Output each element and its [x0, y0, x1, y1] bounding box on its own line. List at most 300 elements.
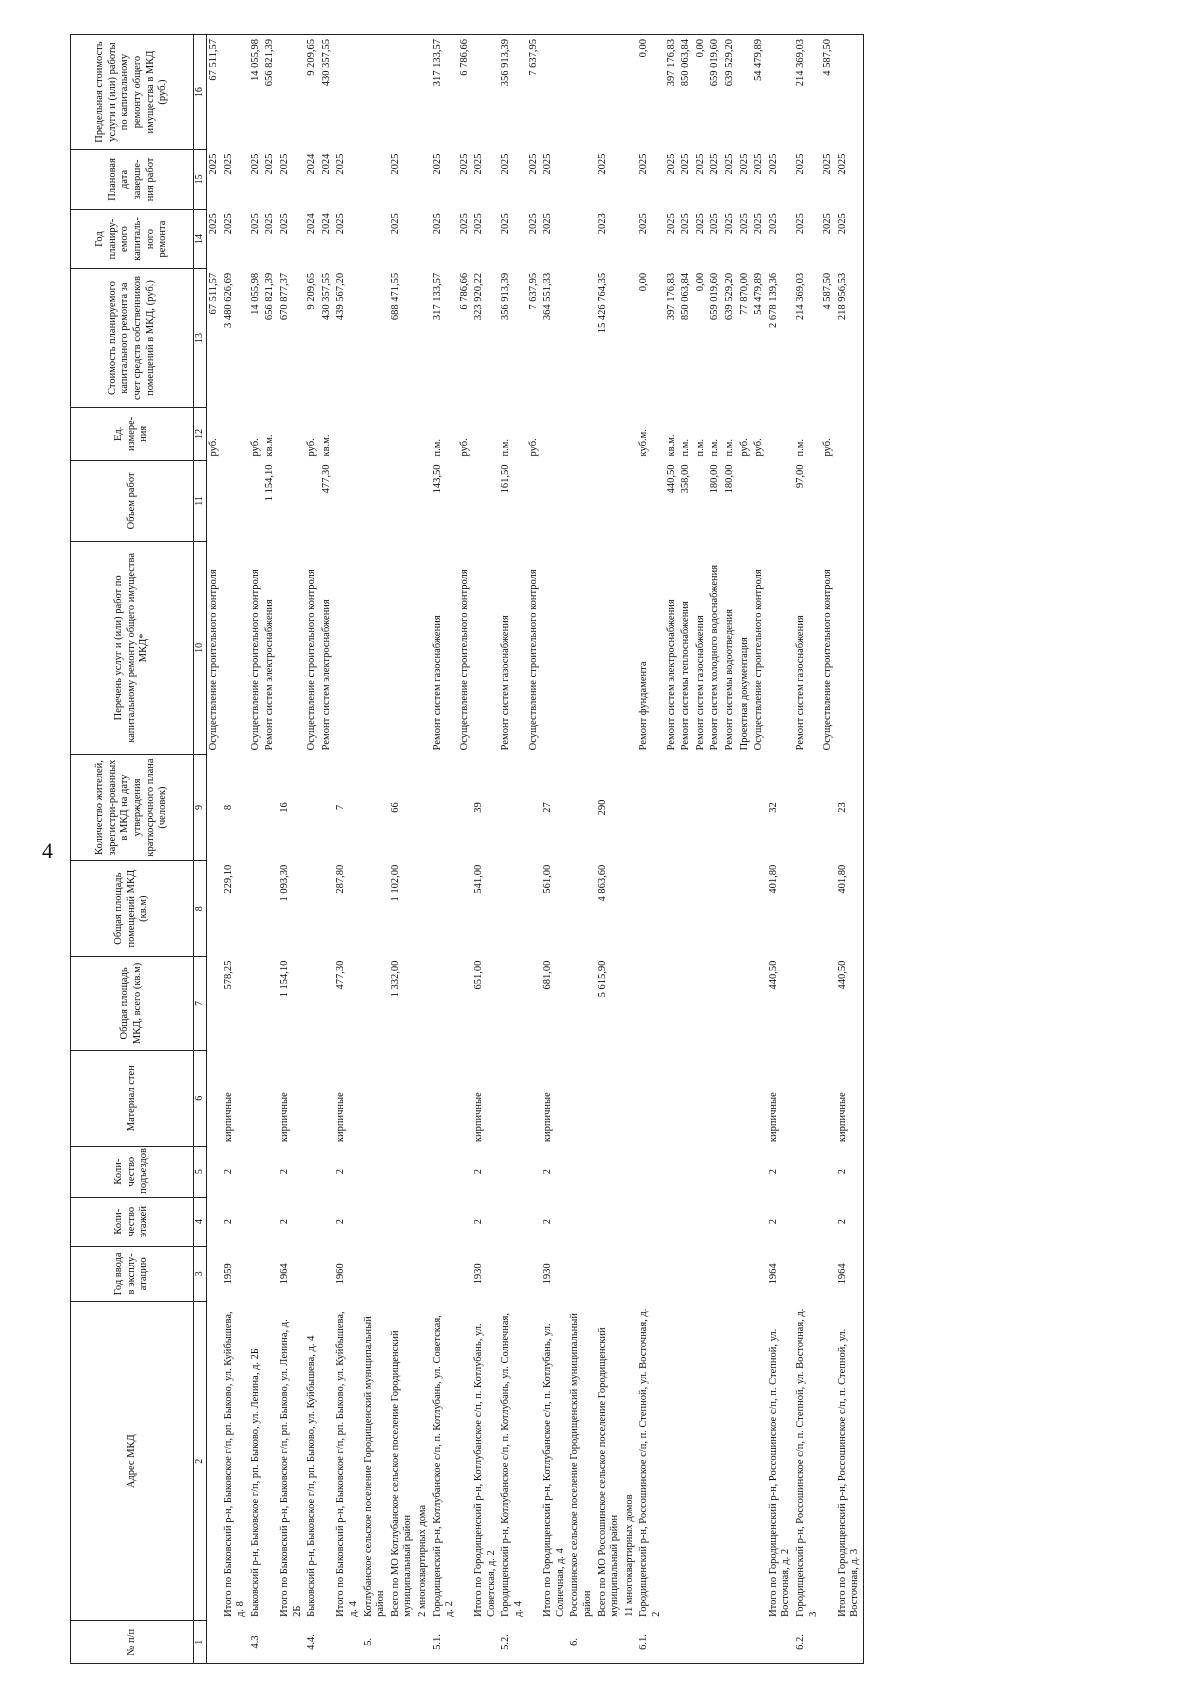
table-cell — [416, 1246, 431, 1301]
table-cell: 2024 — [320, 213, 332, 235]
table-cell: 2 678 139,36 — [767, 272, 779, 328]
table-cell: 2024 — [306, 213, 318, 235]
table-row — [334, 35, 361, 1664]
table-cell — [207, 1146, 222, 1197]
table-cell — [416, 1197, 431, 1246]
table-cell — [458, 1621, 473, 1664]
table-cell — [738, 754, 753, 860]
table-cell — [362, 460, 389, 541]
table-cell: Городищенский р-н, Котлубанское с/п, п. Котлубань, ул. Солнечная, д. 4 — [500, 1313, 525, 1617]
table-cell — [320, 1246, 335, 1301]
table-cell: 2 — [836, 1197, 864, 1246]
column-header-7: Общая площадь МКД, всего (кв.м) — [71, 957, 194, 1051]
column-number-5: 5 — [194, 1146, 207, 1197]
rotated-table-container — [70, 34, 1170, 1664]
table-cell: 77 870,00 — [738, 272, 750, 315]
table-cell — [389, 407, 416, 460]
table-cell: 2025 — [638, 153, 650, 175]
table-cell — [320, 861, 335, 957]
table-cell: 11 многоквартирных домов — [623, 1494, 635, 1617]
table-cell: 2025 — [753, 213, 765, 235]
table-row — [596, 35, 623, 1664]
table-cell: 2025 — [680, 153, 692, 175]
table-cell: 2 — [473, 1219, 485, 1225]
table-cell — [263, 1621, 278, 1664]
table-cell: кв.м. — [665, 434, 677, 457]
table-cell — [499, 861, 526, 957]
table-cell — [320, 1146, 335, 1197]
table-cell: 2025 — [665, 153, 677, 175]
column-number-2: 2 — [194, 1302, 207, 1621]
table-cell — [596, 1050, 623, 1146]
table-cell: 2025 — [836, 150, 864, 210]
table-cell — [334, 35, 361, 150]
table-cell — [305, 754, 320, 860]
table-cell — [541, 541, 568, 754]
table-cell — [222, 460, 249, 541]
table-cell — [389, 1146, 416, 1197]
table-cell — [665, 1621, 680, 1664]
table-cell: 2025 — [822, 213, 834, 235]
table-cell: 2 — [278, 1169, 290, 1175]
column-number-12: 12 — [194, 407, 207, 460]
table-cell: п.м. — [500, 438, 512, 457]
column-header-5: Коли-чество подъездов — [71, 1146, 194, 1197]
table-cell — [694, 1197, 709, 1246]
table-cell: 2025 — [208, 153, 219, 175]
table-cell — [527, 1197, 542, 1246]
table-cell: 2025 — [542, 153, 554, 175]
table-cell — [623, 269, 638, 407]
table-cell: 229,10 — [222, 864, 234, 894]
table-cell — [596, 1146, 623, 1197]
table-cell — [596, 1246, 623, 1301]
table-cell — [623, 407, 638, 460]
table-cell: 2025 — [264, 153, 276, 175]
table-cell: 15 426 764,35 — [596, 272, 608, 334]
table-cell — [362, 861, 389, 957]
table-cell: 6.1. — [637, 1621, 664, 1664]
table-cell: 323 920,22 — [473, 272, 485, 321]
table-cell: 2 — [836, 1146, 864, 1197]
table-cell — [527, 861, 542, 957]
table-cell: руб. — [738, 438, 750, 457]
table-cell — [207, 1302, 222, 1621]
table-cell: п.м. — [794, 438, 806, 457]
table-cell — [821, 1302, 836, 1621]
table-cell — [320, 1197, 335, 1246]
table-cell — [821, 861, 836, 957]
table-cell: 2025 — [694, 213, 706, 235]
table-cell — [334, 407, 361, 460]
column-number-3: 3 — [194, 1246, 207, 1301]
table-cell — [499, 754, 526, 860]
table-cell: п.м. — [694, 438, 706, 457]
table-cell: 2 — [335, 1219, 347, 1225]
table-cell: п.м. — [723, 438, 735, 457]
table-cell: Ремонт систем холодного водоснабжения — [709, 564, 721, 751]
table-cell: 218 956,53 — [836, 269, 864, 407]
table-cell: 440,50 — [665, 464, 677, 494]
table-cell: куб.м. — [638, 429, 650, 457]
table-row — [305, 35, 320, 1664]
table-cell — [222, 407, 249, 460]
table-row — [665, 35, 680, 1664]
table-cell — [679, 754, 694, 860]
table-cell — [472, 541, 499, 754]
table-cell: 97,00 — [794, 464, 806, 489]
table-cell — [263, 1197, 278, 1246]
table-cell — [752, 957, 767, 1051]
table-cell — [738, 1621, 753, 1664]
table-cell — [389, 1246, 416, 1301]
table-cell — [708, 754, 723, 860]
table-cell — [568, 460, 595, 541]
table-cell — [431, 754, 458, 860]
table-cell: 2025 — [473, 213, 485, 235]
table-cell — [568, 1146, 595, 1197]
table-cell: п.м. — [431, 438, 443, 457]
table-cell — [623, 754, 638, 860]
table-cell — [767, 1621, 794, 1664]
table-cell — [207, 1197, 222, 1246]
table-cell: 2025 — [431, 213, 443, 235]
page-number: 4 — [42, 838, 53, 863]
table-cell: 430 357,55 — [320, 35, 335, 150]
table-cell: 2025 — [680, 213, 692, 235]
column-header-6: Материал стен — [71, 1050, 194, 1146]
table-row — [821, 35, 836, 1664]
table-cell: 440,50 — [836, 957, 864, 1051]
column-header-16: Предельная стоимость услуги и (или) работы по капитальному ремонту общего имущества в МКД (руб.) — [71, 35, 194, 150]
table-cell: 180,00 — [723, 464, 735, 494]
table-cell — [389, 1197, 416, 1246]
table-cell — [416, 1621, 431, 1664]
table-cell: 27 — [542, 802, 554, 813]
table-cell — [362, 209, 389, 269]
table-cell — [679, 1621, 694, 1664]
table-cell: 2025 — [527, 213, 539, 235]
column-number-9: 9 — [194, 754, 207, 860]
table-cell: Ремонт систем электроснабжения — [320, 599, 332, 751]
table-row — [207, 35, 222, 1664]
table-cell — [794, 754, 821, 860]
table-cell — [389, 1621, 416, 1664]
table-cell: 2025 — [249, 213, 261, 235]
table-cell — [836, 35, 864, 150]
table-cell: 397 176,83 — [665, 35, 680, 150]
table-cell: 0,00 — [637, 35, 664, 150]
table-cell — [738, 1050, 753, 1146]
table-cell: 2025 — [458, 153, 470, 175]
table-cell — [665, 1146, 680, 1197]
table-cell: 1 102,00 — [389, 864, 401, 902]
table-cell: 214 369,03 — [794, 272, 806, 321]
table-cell: Городищенский р-н, Россошинское с/п, п. Степной, ул. Восточная, д. 3 — [794, 1308, 819, 1617]
table-cell — [362, 1050, 389, 1146]
table-cell — [249, 1050, 264, 1146]
table-row — [679, 35, 694, 1664]
table-cell — [723, 1246, 738, 1301]
table-cell — [249, 460, 264, 541]
table-cell: 401,80 — [836, 861, 864, 957]
table-cell — [416, 957, 431, 1051]
table-cell: 2025 — [500, 213, 512, 235]
table-cell: руб. — [822, 438, 834, 457]
table-cell — [568, 150, 595, 210]
table-cell — [416, 460, 431, 541]
table-cell: Итого по Городищенский р-н, Котлубанское с/п, п. Котлубань, ул. Советская, д. 2 — [473, 1323, 497, 1617]
table-cell: 5 615,90 — [596, 960, 608, 998]
table-cell — [623, 1050, 638, 1146]
table-cell: 39 — [473, 802, 485, 813]
table-cell: 1930 — [542, 1263, 554, 1285]
table-cell — [527, 1621, 542, 1664]
table-cell — [362, 1146, 389, 1197]
table-cell: 4 863,60 — [596, 864, 608, 902]
table-cell: 6.2. — [794, 1621, 821, 1664]
table-cell: 32 — [767, 802, 779, 813]
table-cell — [499, 1146, 526, 1197]
table-cell — [637, 1197, 664, 1246]
table-cell — [278, 460, 305, 541]
table-cell: 8 — [222, 804, 234, 811]
table-cell — [362, 1246, 389, 1301]
table-cell — [752, 1050, 767, 1146]
table-cell — [708, 1050, 723, 1146]
table-cell: 7 637,95 — [527, 35, 542, 150]
table-cell: 440,50 — [767, 960, 779, 990]
table-cell — [623, 1197, 638, 1246]
table-cell — [623, 460, 638, 541]
table-cell: Россошинское сельское поселение Городищенский муниципальный район — [569, 1313, 594, 1617]
table-row — [568, 35, 595, 1664]
table-cell — [458, 1146, 473, 1197]
table-cell: 2025 — [638, 213, 650, 235]
table-cell: 143,50 — [431, 464, 443, 494]
table-cell: 2025 — [473, 153, 485, 175]
table-cell — [207, 1050, 222, 1146]
table-cell — [499, 957, 526, 1051]
table-cell — [249, 861, 264, 957]
table-cell: Итого по Быковский р-н, Быковское г/п, рп. Быково, ул. Ленина, д. 2Б — [278, 1319, 303, 1617]
table-cell: 439 567,20 — [335, 272, 347, 321]
table-cell: 2025 — [335, 213, 347, 235]
table-cell — [541, 35, 568, 150]
table-cell: 2025 — [822, 153, 834, 175]
table-cell — [362, 407, 389, 460]
table-cell — [752, 861, 767, 957]
table-cell — [694, 460, 709, 541]
table-cell: 3 480 626,69 — [222, 272, 234, 328]
table-cell — [723, 1302, 738, 1621]
table-cell: 2025 — [596, 153, 608, 175]
table-cell: 2025 — [389, 213, 401, 235]
table-cell: 4 587,50 — [822, 272, 834, 310]
table-cell: 2 многоквартирных дома — [416, 1504, 428, 1617]
table-cell — [723, 861, 738, 957]
table-cell — [568, 861, 595, 957]
table-cell — [723, 1197, 738, 1246]
table-cell: 1 332,00 — [389, 960, 401, 998]
table-cell — [568, 1050, 595, 1146]
column-number-4: 4 — [194, 1197, 207, 1246]
table-cell: 2025 — [389, 153, 401, 175]
table-cell: 2025 — [222, 153, 234, 175]
table-cell: 397 176,83 — [665, 272, 677, 321]
table-cell — [665, 861, 680, 957]
column-header-1: № п/п — [71, 1621, 194, 1664]
table-cell — [665, 1197, 680, 1246]
table-cell — [249, 1146, 264, 1197]
table-cell — [738, 861, 753, 957]
table-cell — [694, 861, 709, 957]
table-cell — [623, 861, 638, 957]
table-cell: 9 209,65 — [306, 272, 318, 310]
table-cell: 2 — [542, 1219, 554, 1225]
table-cell: 2023 — [596, 213, 608, 235]
table-cell: 2025 — [249, 153, 261, 175]
table-cell — [362, 35, 389, 150]
table-cell — [679, 1146, 694, 1197]
table-cell: 2025 — [278, 153, 290, 175]
table-row — [431, 35, 458, 1664]
table-cell: 2025 — [836, 209, 864, 269]
table-cell — [665, 754, 680, 860]
table-cell — [431, 1197, 458, 1246]
table-cell: 639 529,20 — [723, 272, 735, 321]
table-cell: 2025 — [542, 213, 554, 235]
table-cell — [278, 407, 305, 460]
table-cell — [665, 1050, 680, 1146]
table-cell — [752, 1197, 767, 1246]
table-cell — [767, 407, 794, 460]
table-cell — [472, 1621, 499, 1664]
table-cell — [527, 1302, 542, 1621]
table-cell: 2025 — [767, 153, 779, 175]
table-cell — [263, 1302, 278, 1621]
table-cell — [836, 407, 864, 460]
column-header-11: Объем работ — [71, 460, 194, 541]
table-cell: 541,00 — [473, 864, 485, 894]
table-cell — [527, 957, 542, 1051]
table-cell: Ремонт фундамента — [638, 661, 650, 751]
column-header-10: Перечень услуг и (или) работ по капитальному ремонту общего имущества МКД* — [71, 541, 194, 754]
table-cell: 1 154,10 — [264, 464, 276, 502]
table-cell — [767, 541, 794, 754]
table-row — [222, 35, 249, 1664]
table-cell — [263, 1146, 278, 1197]
table-cell: 5.1. — [431, 1621, 458, 1664]
table-cell — [305, 861, 320, 957]
table-cell: 2 — [222, 1169, 234, 1175]
table-cell: кирпичные — [278, 1092, 290, 1143]
table-cell — [222, 1621, 249, 1664]
table-cell — [362, 269, 389, 407]
table-cell: Ремонт системы теплоснабжения — [680, 601, 692, 751]
table-cell: п.м. — [680, 438, 692, 457]
table-cell: 67 511,57 — [207, 35, 222, 150]
table-cell — [836, 1621, 864, 1664]
table-cell: 214 369,03 — [794, 35, 821, 150]
table-cell — [320, 1050, 335, 1146]
table-cell — [708, 957, 723, 1051]
table-row — [458, 35, 473, 1664]
table-row — [541, 35, 568, 1664]
table-cell — [821, 1050, 836, 1146]
table-cell: Осуществление строительного контроля — [458, 569, 470, 751]
table-cell — [665, 1246, 680, 1301]
table-cell: 4.3 — [249, 1621, 264, 1664]
table-cell — [821, 754, 836, 860]
table-cell: 656 821,39 — [264, 272, 276, 321]
table-cell: 1930 — [473, 1263, 485, 1285]
table-cell — [679, 1050, 694, 1146]
table-cell: 2 — [278, 1219, 290, 1225]
table-cell: 2025 — [500, 153, 512, 175]
table-cell — [738, 1197, 753, 1246]
table-cell — [752, 1621, 767, 1664]
column-number-14: 14 — [194, 209, 207, 269]
table-cell — [568, 1197, 595, 1246]
table-cell — [708, 1246, 723, 1301]
table-cell — [821, 460, 836, 541]
table-cell — [320, 754, 335, 860]
table-cell — [207, 754, 222, 860]
table-cell: 66 — [389, 802, 401, 813]
table-cell — [263, 754, 278, 860]
table-cell — [821, 957, 836, 1051]
table-row — [389, 35, 416, 1664]
table-cell — [416, 209, 431, 269]
table-cell — [305, 1050, 320, 1146]
table-cell: 2 — [335, 1169, 347, 1175]
table-row — [767, 35, 794, 1664]
table-cell — [794, 1146, 821, 1197]
column-number-7: 7 — [194, 957, 207, 1051]
table-cell — [416, 1146, 431, 1197]
table-cell — [305, 1246, 320, 1301]
table-row — [794, 35, 821, 1664]
table-row — [278, 35, 305, 1664]
column-number-16: 16 — [194, 35, 207, 150]
table-row — [708, 35, 723, 1664]
table-cell: Быковский р-н, Быковское г/п, рп. Быково, ул. Ленина, д. 2Б — [249, 1348, 261, 1617]
table-cell: 2025 — [222, 213, 234, 235]
table-cell — [207, 957, 222, 1051]
table-cell — [207, 1621, 222, 1664]
table-cell: 2025 — [458, 213, 470, 235]
table-cell — [458, 861, 473, 957]
table-cell: 2025 — [278, 213, 290, 235]
table-cell — [568, 541, 595, 754]
table-cell: 2 — [542, 1169, 554, 1175]
table-cell — [623, 150, 638, 210]
table-cell — [472, 407, 499, 460]
table-cell — [679, 1302, 694, 1621]
table-cell: Ремонт систем газоснабжения — [500, 615, 512, 751]
table-cell — [836, 541, 864, 754]
table-cell: Осуществление строительного контроля — [753, 569, 765, 751]
table-cell — [738, 957, 753, 1051]
column-header-14: Год планиру-емого капиталь-ного ремонта — [71, 209, 194, 269]
table-cell — [431, 1050, 458, 1146]
table-cell — [708, 1146, 723, 1197]
column-header-15: Плановая дата заверше-ния работ — [71, 150, 194, 210]
table-cell — [389, 460, 416, 541]
table-cell — [362, 1197, 389, 1246]
table-cell — [637, 1050, 664, 1146]
